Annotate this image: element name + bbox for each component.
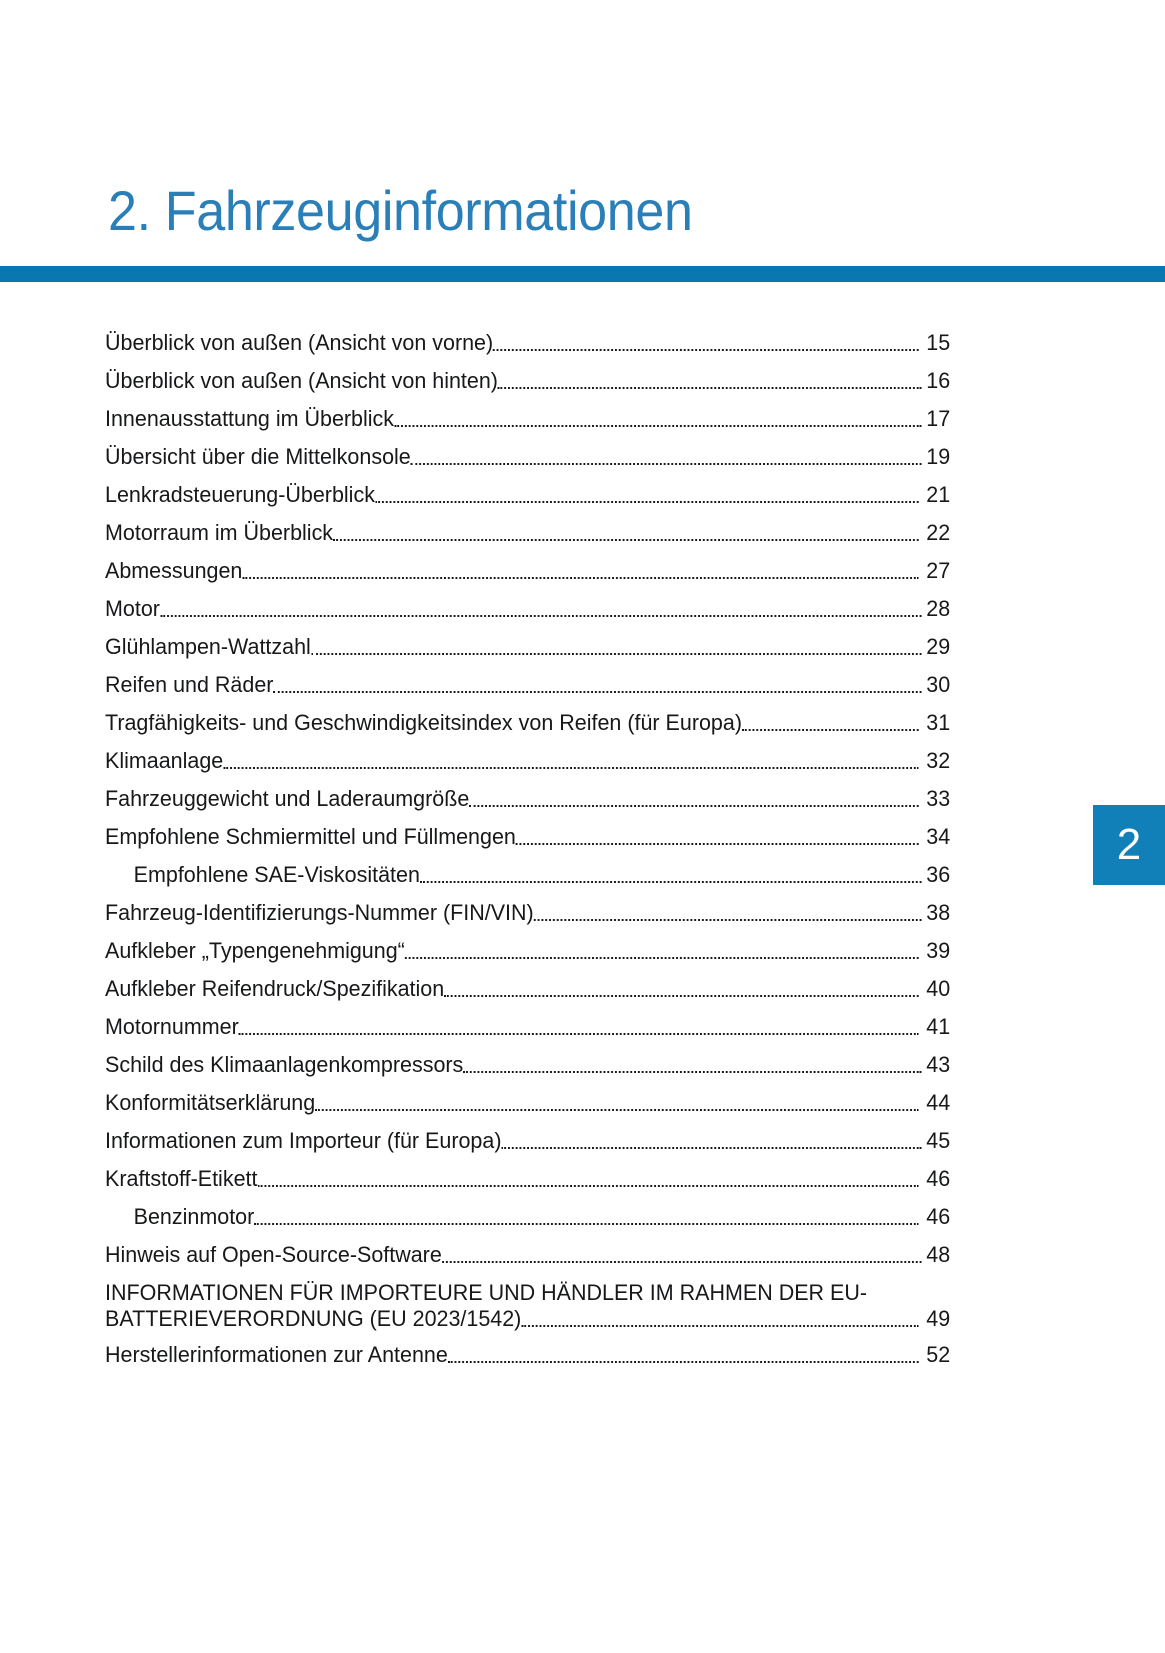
toc-entry-page-number: 31 xyxy=(926,710,951,735)
toc-entry[interactable] xyxy=(105,1342,950,1380)
toc-entry-label: Motornummer xyxy=(105,1014,239,1039)
toc-entry[interactable] xyxy=(105,596,950,634)
toc-leader-dots xyxy=(405,957,919,959)
toc-entry-label: Benzinmotor xyxy=(133,1204,255,1229)
toc-leader-dots xyxy=(223,767,918,769)
toc-entry-label: Fahrzeug-Identifizierungs-Nummer (FIN/VIN) xyxy=(105,900,534,925)
toc-entry[interactable] xyxy=(105,368,950,406)
toc-leader-dots xyxy=(442,1261,922,1263)
toc-entry-page-number: 52 xyxy=(926,1342,951,1367)
toc-entry-page-number: 28 xyxy=(926,596,951,621)
toc-leader-dots xyxy=(242,577,918,579)
toc-leader-dots xyxy=(521,1325,918,1327)
toc-entry-label: Aufkleber „Typengenehmigung“ xyxy=(105,938,405,963)
toc-entry[interactable] xyxy=(105,1242,950,1280)
toc-entry[interactable] xyxy=(105,330,950,368)
toc-entry[interactable] xyxy=(105,1280,950,1342)
toc-leader-dots xyxy=(311,653,922,655)
toc-entry-page-number: 41 xyxy=(926,1014,951,1039)
toc-entry[interactable] xyxy=(105,1014,950,1052)
toc-entry-label: Fahrzeuggewicht und Laderaumgröße xyxy=(105,786,470,811)
toc-entry[interactable] xyxy=(105,520,950,558)
toc-entry[interactable] xyxy=(105,1090,950,1128)
toc-entry[interactable] xyxy=(105,1166,950,1204)
toc-leader-dots xyxy=(534,919,922,921)
toc-entry-page-number: 16 xyxy=(926,368,951,393)
toc-entry[interactable] xyxy=(105,976,950,1014)
toc-entry[interactable] xyxy=(105,1052,950,1090)
toc-entry-label: Glühlampen-Wattzahl xyxy=(105,634,311,659)
toc-entry-page-number: 33 xyxy=(926,786,951,811)
toc-entry-page-number: 21 xyxy=(926,482,951,507)
toc-entry-label: Informationen zum Importeur (für Europa) xyxy=(105,1128,502,1153)
toc-entry-page-number: 44 xyxy=(926,1090,951,1115)
toc-entry-page-number: 32 xyxy=(926,748,951,773)
toc-entry[interactable] xyxy=(105,406,950,444)
toc-entry[interactable] xyxy=(105,900,950,938)
toc-entry-page-number: 49 xyxy=(926,1306,951,1331)
toc-entry-page-number: 43 xyxy=(926,1052,951,1077)
toc-leader-dots xyxy=(315,1109,918,1111)
toc-entry-label: Motor xyxy=(105,596,160,621)
toc-entry-label: Klimaanlage xyxy=(105,748,224,773)
toc-entry-label: Überblick von außen (Ansicht von hinten) xyxy=(105,368,498,393)
toc-entry[interactable] xyxy=(105,938,950,976)
toc-entry-label: Reifen und Räder xyxy=(105,672,274,697)
toc-entry-page-number: 34 xyxy=(926,824,951,849)
toc-entry-label: Empfohlene Schmiermittel und Füllmengen xyxy=(105,824,516,849)
toc-entry[interactable] xyxy=(105,824,950,862)
toc-leader-dots xyxy=(448,1361,919,1363)
toc-entry-label: Lenkradsteuerung-Überblick xyxy=(105,482,375,507)
toc-leader-dots xyxy=(498,387,922,389)
toc-entry-page-number: 19 xyxy=(926,444,951,469)
header-divider-rule xyxy=(0,266,1165,282)
toc-entry-label: Schild des Klimaanlagenkompressors xyxy=(105,1052,464,1077)
table-of-contents xyxy=(105,330,990,1380)
toc-entry[interactable] xyxy=(105,672,950,710)
toc-entry-label: Abmessungen xyxy=(105,558,243,583)
toc-entry[interactable] xyxy=(105,748,950,786)
toc-leader-dots xyxy=(516,843,919,845)
toc-leader-dots xyxy=(333,539,919,541)
toc-entry-label: Herstellerinformationen zur Antenne xyxy=(105,1342,448,1367)
toc-entry-page-number: 45 xyxy=(926,1128,951,1153)
toc-leader-dots xyxy=(463,1071,921,1073)
toc-entry[interactable] xyxy=(105,710,950,748)
toc-entry-page-number: 22 xyxy=(926,520,951,545)
toc-entry-page-number: 48 xyxy=(926,1242,951,1267)
toc-entry-label: Überblick von außen (Ansicht von vorne) xyxy=(105,330,494,355)
toc-entry-page-number: 40 xyxy=(926,976,951,1001)
toc-entry-label: Konformitätserklärung xyxy=(105,1090,316,1115)
chapter-tab-number: 2 xyxy=(1116,820,1142,869)
toc-entry[interactable] xyxy=(105,862,950,900)
toc-entry-page-number: 17 xyxy=(926,406,951,431)
toc-entry-label: Tragfähigkeits- und Geschwindigkeitsindex von Reifen (für Europa) xyxy=(105,710,742,735)
toc-entry-label-line2: BATTERIEVERORDNUNG (EU 2023/1542) xyxy=(105,1306,522,1331)
toc-entry-page-number: 46 xyxy=(926,1166,951,1191)
toc-entry-page-number: 29 xyxy=(926,634,951,659)
toc-entry-label: Aufkleber Reifendruck/Spezifikation xyxy=(105,976,445,1001)
toc-entry[interactable] xyxy=(105,1128,950,1166)
toc-leader-dots xyxy=(742,729,919,731)
toc-entry-label: Hinweis auf Open-Source-Software xyxy=(105,1242,442,1267)
toc-entry-page-number: 39 xyxy=(926,938,951,963)
toc-entry[interactable] xyxy=(105,482,950,520)
toc-leader-dots xyxy=(375,501,919,503)
toc-entry-page-number: 15 xyxy=(926,330,951,355)
toc-entry[interactable] xyxy=(105,634,950,672)
toc-leader-dots xyxy=(469,805,918,807)
toc-leader-dots xyxy=(239,1033,919,1035)
toc-entry-page-number: 38 xyxy=(926,900,951,925)
toc-leader-dots xyxy=(273,691,921,693)
toc-entry-label: Empfohlene SAE-Viskositäten xyxy=(133,862,420,887)
toc-entry-page-number: 27 xyxy=(926,558,951,583)
toc-leader-dots xyxy=(411,463,922,465)
toc-leader-dots xyxy=(502,1147,922,1149)
toc-leader-dots xyxy=(493,349,918,351)
toc-entry-label-line1: INFORMATIONEN FÜR IMPORTEURE UND HÄNDLER IM RAHMEN DER EU- xyxy=(105,1280,868,1305)
toc-entry-label: Übersicht über die Mittelkonsole xyxy=(105,444,411,469)
page-title: 2. Fahrzeuginformationen xyxy=(108,179,693,242)
toc-entry[interactable] xyxy=(105,558,950,596)
toc-entry-page-number: 46 xyxy=(926,1204,951,1229)
toc-entry-page-number: 36 xyxy=(926,862,951,887)
toc-entry[interactable] xyxy=(105,1204,950,1242)
chapter-side-tab xyxy=(1093,805,1165,885)
toc-entry-label: Motorraum im Überblick xyxy=(105,520,334,545)
toc-entry[interactable] xyxy=(105,444,950,482)
toc-leader-dots xyxy=(444,995,918,997)
toc-leader-dots xyxy=(394,425,921,427)
toc-leader-dots xyxy=(420,881,922,883)
toc-entry-label: Kraftstoff-Etikett xyxy=(105,1166,258,1191)
toc-entry[interactable] xyxy=(105,786,950,824)
toc-entry-label: Innenausstattung im Überblick xyxy=(105,406,395,431)
toc-leader-dots xyxy=(160,615,922,617)
toc-entry-page-number: 30 xyxy=(926,672,951,697)
toc-leader-dots xyxy=(254,1223,918,1225)
toc-leader-dots xyxy=(257,1185,918,1187)
